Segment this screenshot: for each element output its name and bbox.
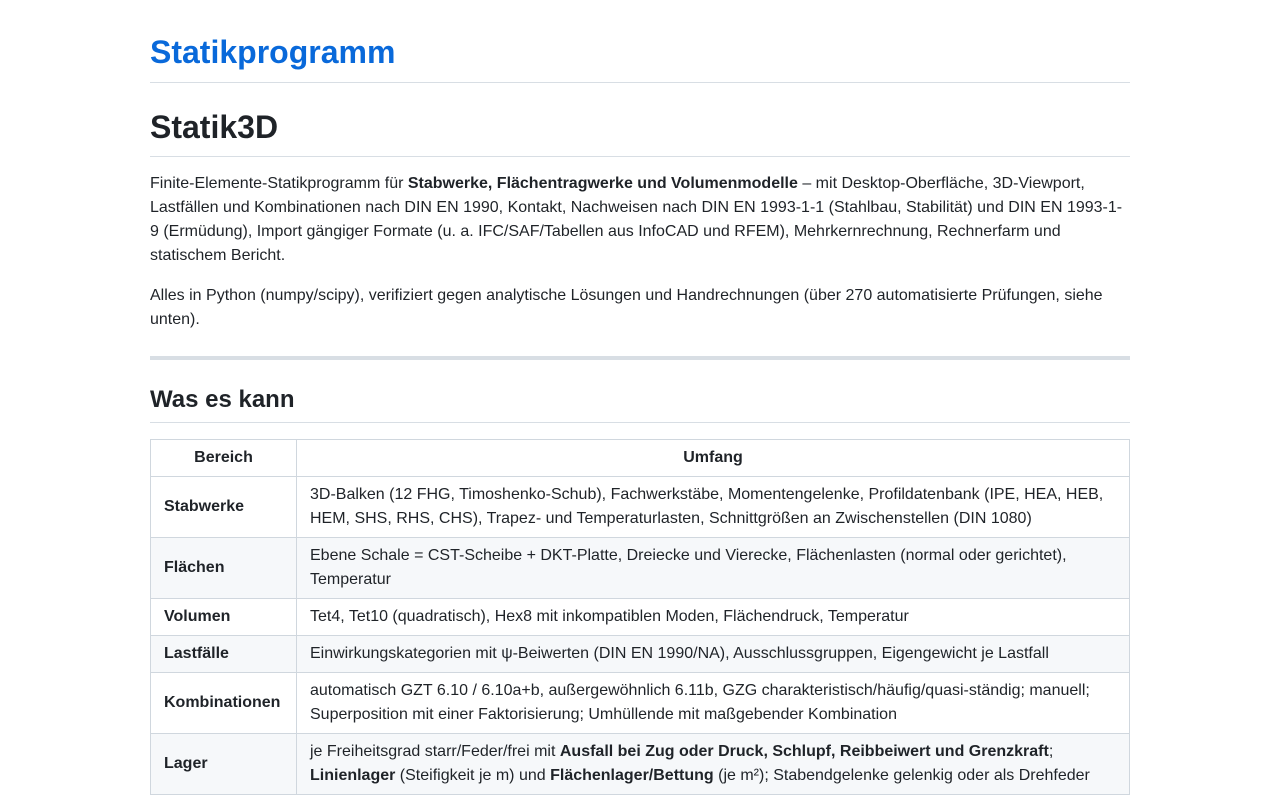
lager-text-5: (Steifigkeit je m) und bbox=[395, 767, 551, 784]
row-text: automatisch GZT 6.10 / 6.10a+b, außergewöhnlich 6.11b, GZG charakteristisch/häufig/quasi-ständig; manuell; Superposition mit einer Faktorisierung; Umhüllende mit maßgebender Kombination bbox=[297, 673, 1130, 734]
table-row bbox=[151, 673, 1130, 734]
row-area: Lager bbox=[151, 734, 297, 795]
row-text: Ebene Schale = CST-Scheibe + DKT-Platte, Dreiecke und Vierecke, Flächenlasten (normal oder gerichtet), Temperatur bbox=[297, 538, 1130, 599]
row-area: Kombinationen bbox=[151, 673, 297, 734]
section-heading: Was es kann bbox=[150, 386, 295, 413]
site-title-link[interactable]: Statikprogramm bbox=[150, 34, 396, 70]
intro-text-c: – mit Desktop-Oberfläche, 3D-Viewport, Lastfällen und Kombinationen nach DIN EN 1990, Kontakt, Nachweisen nach DIN EN 1993-1-1 (Stahlbau, Stabilität) und DIN EN 1993-1-9 (Ermüdung), Import gängiger Formate (u. a. IFC/SAF/Tabellen aus InfoCAD und RFEM), Mehrkernrechnung, Rechnerfarm und statischem Bericht. bbox=[150, 175, 1123, 264]
row-text: Einwirkungskategorien mit ψ-Beiwerten (DIN EN 1990/NA), Ausschlussgruppen, Eigengewicht je Lastfall bbox=[297, 636, 1130, 673]
intro-paragraph bbox=[150, 172, 1130, 268]
row-area: Stabwerke bbox=[151, 477, 297, 538]
row-area: Lastfälle bbox=[151, 636, 297, 673]
table-row bbox=[151, 477, 1130, 538]
lager-text-2: Ausfall bei Zug oder Druck, Schlupf, Reibbeiwert und Grenzkraft bbox=[559, 743, 1049, 760]
row-text: Tet4, Tet10 (quadratisch), Hex8 mit inkompatiblen Moden, Flächendruck, Temperatur bbox=[297, 599, 1130, 636]
table-row bbox=[151, 538, 1130, 599]
row-area: Volumen bbox=[151, 599, 297, 636]
python-paragraph: Alles in Python (numpy/scipy), verifiziert gegen analytische Lösungen und Handrechnungen (über 270 automatisierte Prüfungen, siehe unten). bbox=[150, 287, 1103, 328]
lager-text-1: je Freiheitsgrad starr/Feder/frei mit bbox=[310, 743, 560, 760]
features-table bbox=[150, 439, 1130, 795]
section-divider bbox=[150, 356, 1130, 360]
page-heading: Statik3D bbox=[150, 109, 279, 145]
intro-text-bold: Stabwerke, Flächentragwerke und Volumenmodelle bbox=[407, 175, 798, 192]
title-divider bbox=[150, 82, 1130, 83]
lager-text-7: (je m²); Stabendgelenke gelenkig oder als Drehfeder bbox=[713, 767, 1090, 784]
header-bereich: Bereich bbox=[151, 440, 297, 477]
row-area: Flächen bbox=[151, 538, 297, 599]
header-umfang: Umfang bbox=[297, 440, 1130, 477]
table-row bbox=[151, 599, 1130, 636]
intro-text-a: Finite-Elemente-Statikprogramm für bbox=[150, 175, 408, 192]
row-text bbox=[297, 734, 1130, 795]
lager-text-3: ; bbox=[1048, 743, 1054, 760]
table-header-row bbox=[151, 440, 1130, 477]
lager-text-4: Linienlager bbox=[310, 767, 396, 784]
section-heading-divider bbox=[150, 422, 1130, 423]
heading-divider bbox=[150, 156, 1130, 157]
row-text: 3D-Balken (12 FHG, Timoshenko-Schub), Fachwerkstäbe, Momentengelenke, Profildatenbank (IPE, HEA, HEB, HEM, SHS, RHS, CHS), Trapez- und Temperaturlasten, Schnittgrößen an Zwischenstellen (DIN 1080) bbox=[297, 477, 1130, 538]
table-row bbox=[151, 636, 1130, 673]
lager-text-6: Flächenlager/Bettung bbox=[550, 767, 714, 784]
table-row bbox=[151, 734, 1130, 795]
